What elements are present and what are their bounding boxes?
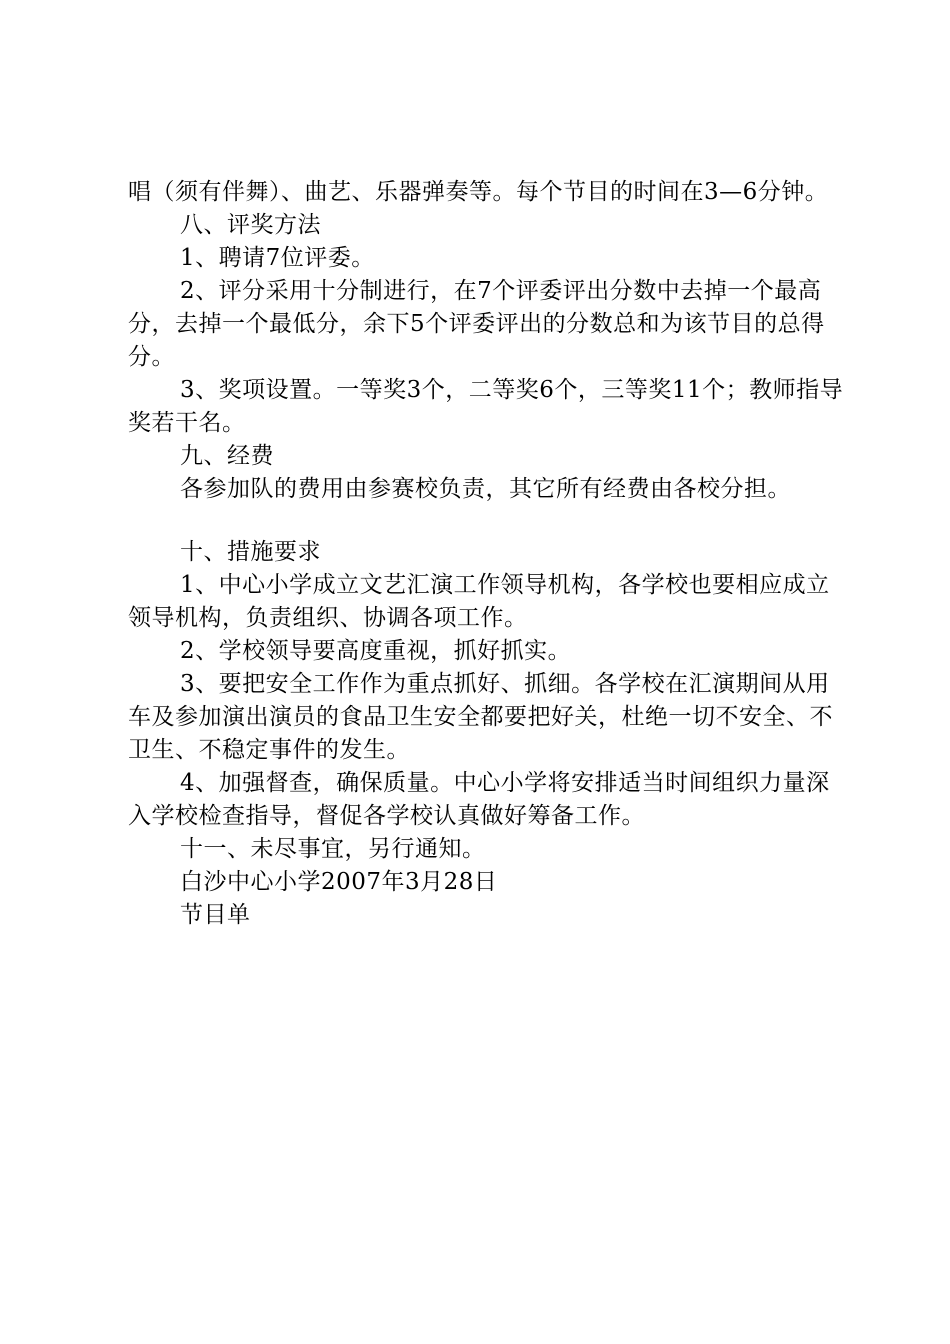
- paragraph-awards: 3、奖项设置。一等奖3个，二等奖6个，三等奖11个；教师指导奖若干名。: [128, 377, 844, 436]
- heading-measures: 十、措施要求: [180, 539, 321, 565]
- paragraph-measure-4: 4、加强督查，确保质量。中心小学将安排适当时间组织力量深入学校检查指导，督促各学校认真做好筹备工作。: [128, 770, 830, 829]
- paragraph-scoring: 2、评分采用十分制进行，在7个评委评出分数中去掉一个最高分，去掉一个最低分，余下5个评委评出的分数总和为该节目的总得分。: [128, 278, 825, 370]
- signature-date: 白沙中心小学2007年3月28日: [180, 869, 498, 895]
- heading-funding: 九、经费: [180, 443, 274, 469]
- heading-award-method: 八、评奖方法: [180, 212, 321, 238]
- document-body: [128, 176, 848, 932]
- paragraph-measure-3: 3、要把安全工作作为重点抓好、抓细。各学校在汇演期间从用车及参加演出演员的食品卫生安全都要把好关，杜绝一切不安全、不卫生、不稳定事件的发生。: [128, 671, 833, 763]
- paragraph-spacer: [128, 506, 848, 536]
- paragraph-funding: 各参加队的费用由参赛校负责，其它所有经费由各校分担。: [180, 476, 791, 502]
- heading-program-list: 节目单: [180, 902, 251, 928]
- paragraph-program-types: 唱（须有伴舞）、曲艺、乐器弹奏等。每个节目的时间在3—6分钟。: [128, 179, 829, 205]
- paragraph-measure-2: 2、学校领导要高度重视，抓好抓实。: [180, 638, 572, 664]
- paragraph-judges: 1、聘请7位评委。: [180, 245, 375, 271]
- heading-other-matters: 十一、未尽事宜，另行通知。: [180, 836, 486, 862]
- paragraph-measure-1: 1、中心小学成立文艺汇演工作领导机构，各学校也要相应成立领导机构，负责组织、协调各项工作。: [128, 572, 830, 631]
